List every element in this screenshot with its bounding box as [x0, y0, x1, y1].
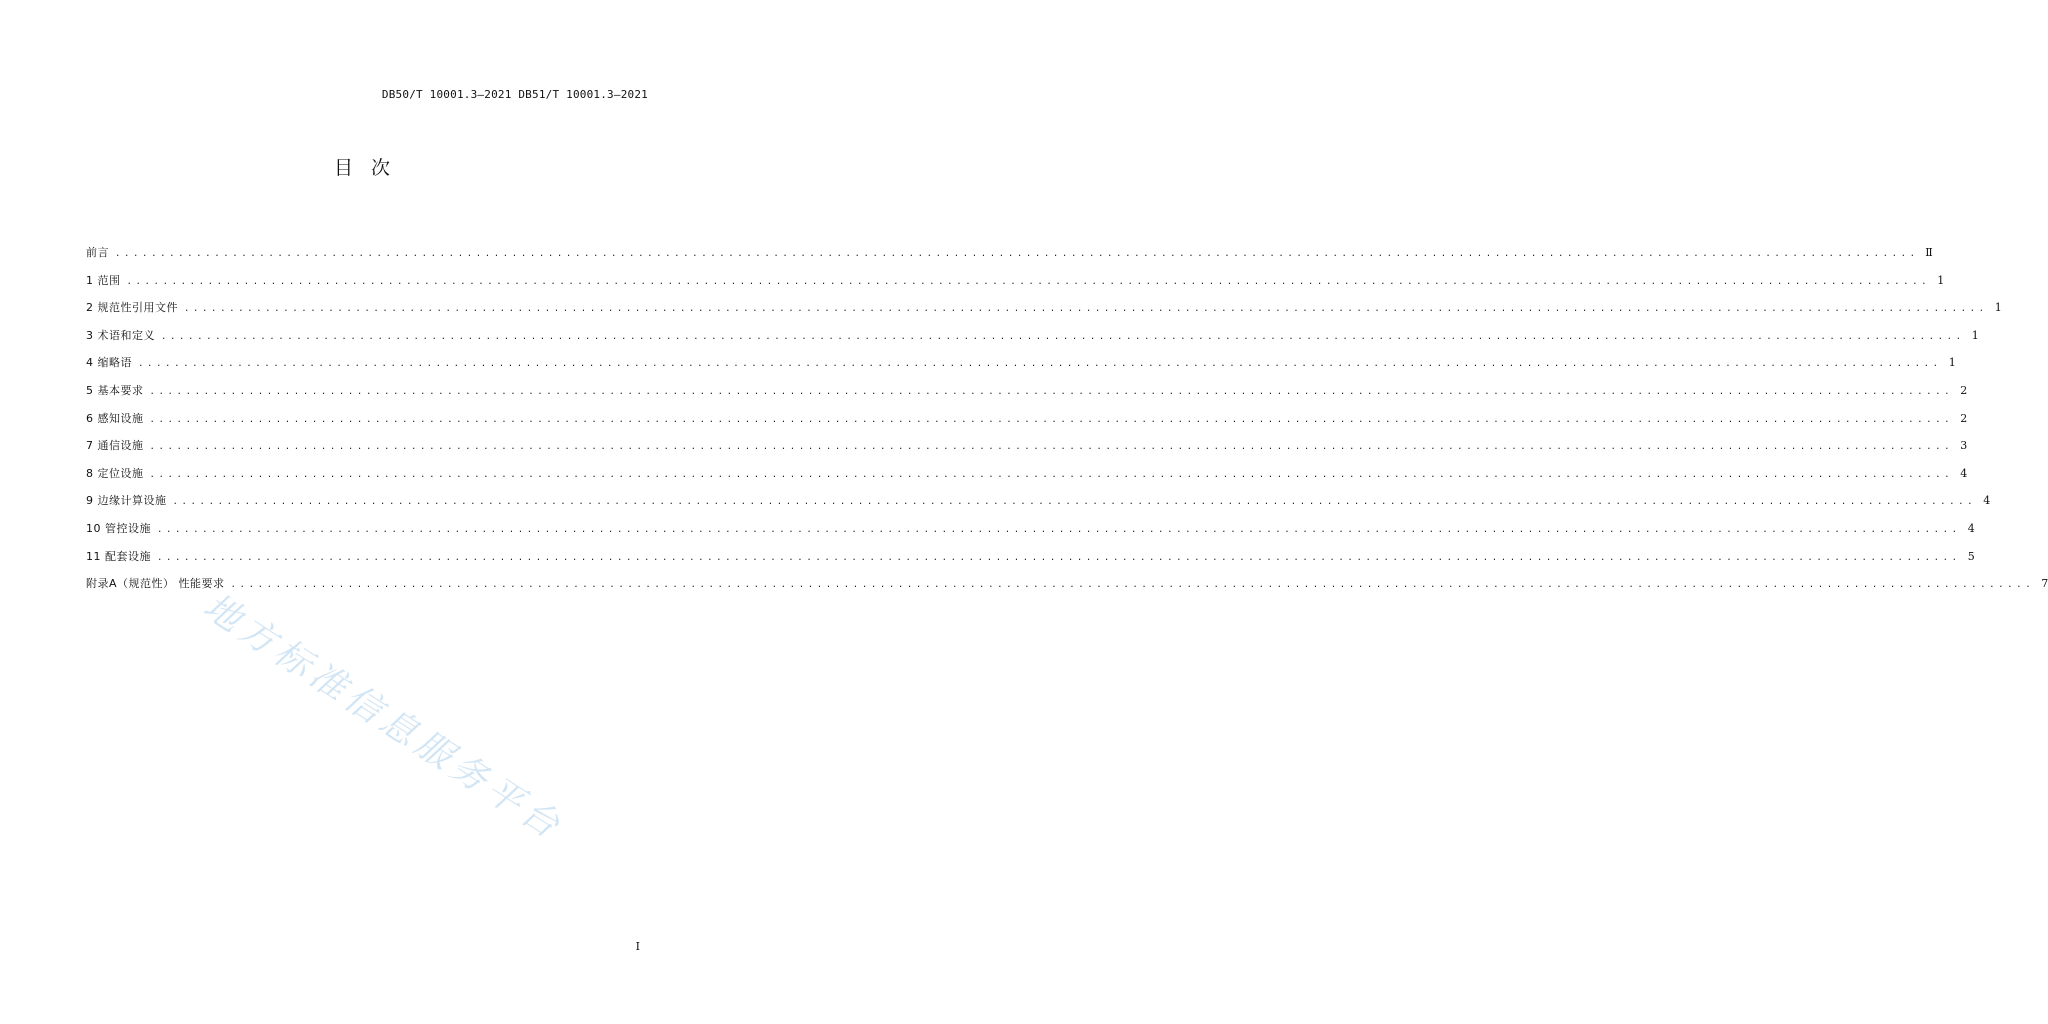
toc-entry-label: 前言: [86, 246, 109, 259]
toc-entry-page: 7: [2041, 577, 2048, 591]
toc-entry[interactable]: [86, 432, 1968, 460]
toc-leader-dots: ........................................................................................................................................................................................................: [230, 580, 2035, 591]
toc-entry-label: 1 范围: [86, 273, 121, 287]
toc-entry-page: 1: [1971, 328, 1979, 342]
toc-leader-dots: ........................................................................................................................................................................................................: [157, 524, 1961, 535]
toc-entry[interactable]: [86, 267, 1945, 295]
toc-entry-page: 1: [1994, 301, 2002, 315]
toc-entry[interactable]: [86, 322, 1979, 350]
toc-entry-label: 2 规范性引用文件: [86, 301, 178, 315]
watermark: 地方标准信息服务平台: [196, 585, 571, 850]
toc-leader-dots: ........................................................................................................................................................................................................: [149, 442, 1954, 453]
toc-entry-label: 5 基本要求: [86, 383, 144, 397]
toc-entry[interactable]: [86, 543, 1975, 571]
toc-leader-dots: ........................................................................................................................................................................................................: [161, 331, 1965, 342]
toc-entry-label: 6 感知设施: [86, 411, 144, 425]
toc-entry[interactable]: [86, 570, 2048, 598]
toc-entry[interactable]: [86, 405, 1968, 433]
toc-entry-label: 7 通信设施: [86, 439, 144, 453]
toc-entry[interactable]: [86, 487, 1991, 515]
toc-entry-page: 2: [1960, 411, 1968, 425]
toc-leader-dots: ........................................................................................................................................................................................................: [126, 276, 1931, 287]
toc-entry-label: 10 管控设施: [86, 521, 151, 535]
toc-leader-dots: ........................................................................................................................................................................................................: [184, 304, 1988, 315]
toc-entry-page: 4: [1983, 494, 1991, 508]
toc-entry-page: 1: [1948, 356, 1956, 370]
toc-entry-label: 11 配套设施: [86, 549, 151, 563]
toc-entry[interactable]: [86, 460, 1968, 488]
toc-leader-dots: ........................................................................................................................................................................................................: [149, 469, 1954, 480]
toc-entry-label: 9 边缘计算设施: [86, 494, 167, 508]
toc-entry-page: 4: [1960, 466, 1968, 480]
toc-leader-dots: ........................................................................................................................................................................................................: [157, 552, 1961, 563]
toc-entry[interactable]: [86, 349, 1956, 377]
page-number: I: [635, 940, 640, 953]
toc-leader-dots: ........................................................................................................................................................................................................: [172, 497, 1977, 508]
table-of-contents: [86, 239, 2048, 598]
page-title: 目次: [333, 157, 408, 179]
toc-leader-dots: ........................................................................................................................................................................................................: [149, 386, 1954, 397]
toc-entry-page: 2: [1960, 383, 1968, 397]
toc-entry[interactable]: [86, 294, 2002, 322]
toc-entry-label: 附录A（规范性） 性能要求: [86, 577, 225, 591]
toc-entry-label: 3 术语和定义: [86, 328, 155, 342]
toc-leader-dots: ........................................................................................................................................................................................................: [138, 359, 1942, 370]
toc-entry-page: 5: [1967, 549, 1975, 563]
toc-leader-dots: ........................................................................................................................................................................................................: [149, 414, 1954, 425]
toc-entry-page: 4: [1967, 521, 1975, 535]
toc-entry[interactable]: [86, 515, 1975, 543]
toc-entry-page: 3: [1960, 439, 1968, 453]
toc-entry-label: 4 缩略语: [86, 356, 132, 370]
toc-leader-dots: ........................................................................................................................................................................................................: [115, 249, 1919, 259]
toc-entry-label: 8 定位设施: [86, 466, 144, 480]
toc-entry[interactable]: [86, 377, 1968, 405]
toc-entry-page: Ⅱ: [1925, 246, 1933, 259]
toc-entry[interactable]: [86, 239, 1933, 267]
document-header: DB50/T 10001.3—2021 DB51/T 10001.3—2021: [381, 88, 648, 101]
toc-entry-page: 1: [1937, 273, 1945, 287]
